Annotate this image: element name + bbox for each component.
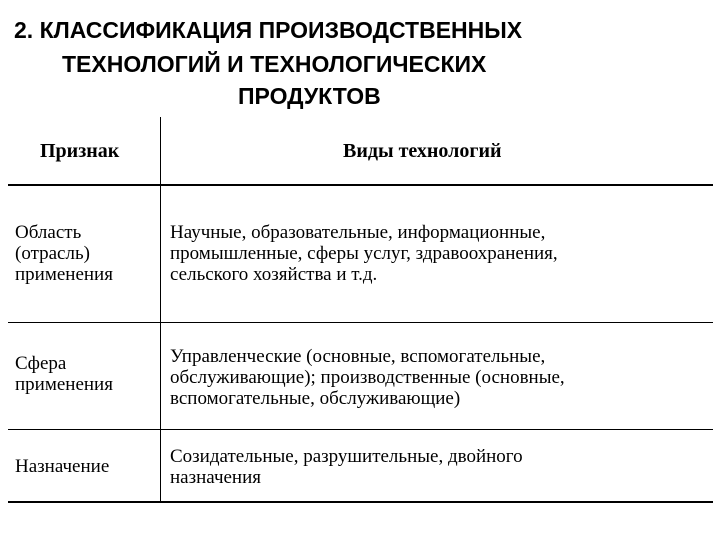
title-line-2: ТЕХНОЛОГИЙ И ТЕХНОЛОГИЧЕСКИХ xyxy=(62,51,487,77)
title-line-1: 2. КЛАССИФИКАЦИЯ ПРОИЗВОДСТВЕННЫХ xyxy=(14,17,523,43)
column-divider xyxy=(160,117,161,502)
table-cell-kinds-1: Научные, образовательные, информационные, промышленные, сферы услуг, здравоохранения, сельского хозяйства и т.д. xyxy=(170,222,558,285)
table-cell-kinds-3: Созидательные, разрушительные, двойного назначения xyxy=(170,446,523,488)
row-divider-2 xyxy=(8,429,713,430)
column-header-kinds: Виды технологий xyxy=(343,140,502,162)
table-cell-kinds-2: Управленческие (основные, вспомогательные, обслуживающие); производственные (основные, вспомогательные, обслуживающие) xyxy=(170,346,565,409)
row-divider-1 xyxy=(8,322,713,323)
table-cell-attribute-1: Область (отрасль) применения xyxy=(15,222,113,285)
table-bottom-border xyxy=(8,501,713,503)
table-cell-attribute-2: Сфера применения xyxy=(15,353,113,395)
header-divider xyxy=(8,184,713,186)
table-cell-attribute-3: Назначение xyxy=(15,456,110,477)
column-header-attribute: Признак xyxy=(40,140,120,162)
title-line-3: ПРОДУКТОВ xyxy=(238,83,381,109)
